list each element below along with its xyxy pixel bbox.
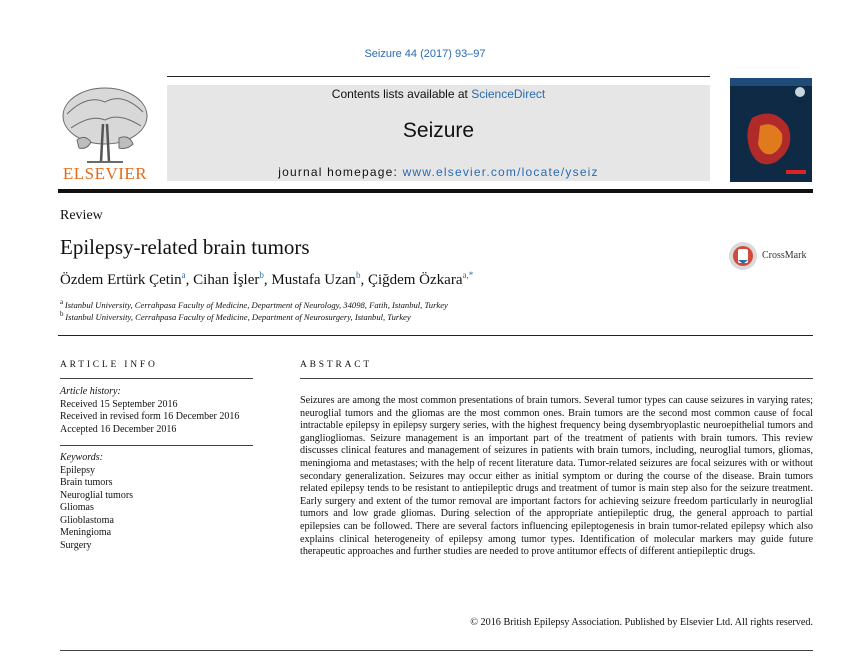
article-history: [60, 386, 239, 436]
article-info-rule: [60, 378, 253, 379]
keywords-list: [60, 452, 133, 552]
abstract-bottom-rule: [60, 650, 813, 651]
keyword-item: Neuroglial tumors: [60, 489, 134, 501]
author-separator: ,: [360, 272, 368, 288]
journal-name: Seizure: [402, 119, 475, 142]
author-separator: ,: [263, 272, 272, 288]
history-revised: Received in revised form 16 December 2016: [60, 411, 240, 422]
author-name[interactable]: Özdem Ertürk Çetin: [60, 272, 182, 288]
keyword-item: Meningioma: [60, 527, 112, 538]
author-name[interactable]: Çiğdem Özkara: [367, 272, 463, 288]
affiliation-marker: a: [60, 298, 64, 306]
contents-prefix: Contents lists available at: [331, 87, 472, 101]
journal-masthead: [167, 85, 710, 181]
cover-artwork: [730, 78, 812, 182]
author-affiliation-marker[interactable]: a: [181, 270, 186, 280]
history-accepted: Accepted 16 December 2016: [60, 423, 177, 435]
header-bottom-rule: [58, 189, 813, 193]
homepage-link[interactable]: www.elsevier.com/locate/yseiz: [402, 165, 599, 179]
sciencedirect-link[interactable]: ScienceDirect: [471, 87, 546, 101]
journal-citation[interactable]: [0, 48, 850, 60]
crossmark-label[interactable]: CrossMark: [762, 250, 807, 261]
author-affiliation-marker[interactable]: a,*: [462, 270, 474, 280]
affiliation-b: [60, 310, 411, 322]
article-info-heading: ARTICLE INFO: [60, 360, 158, 370]
author-name[interactable]: Mustafa Uzan: [271, 272, 356, 288]
title-block-rule: [58, 335, 813, 336]
abstract-rule: [300, 378, 813, 379]
author-list: [60, 270, 473, 289]
keyword-item: Gliomas: [60, 502, 94, 513]
journal-cover-image[interactable]: [730, 78, 812, 182]
author-affiliation-marker[interactable]: b: [355, 270, 361, 280]
homepage-prefix: journal homepage:: [278, 165, 403, 179]
affiliation-marker: b: [60, 310, 64, 318]
elsevier-wordmark: ELSEVIER: [62, 164, 148, 183]
abstract-text: Seizures are among the most common presentations of brain tumors. Several tumor types can cause seizures in varying rates; neuroglial tumors and the gliomas are the most common ones. Brain tumors are the second most common cause of focal intractable epilepsy in epilepsy surgery series, with the highest frequency being dysembryoplastic neuroepithelial tumors and gangliogliomas. Seizure management is an important part of the treatment of patients with brain tumors. This review discusses clinical features and management of seizures in patients with brain tumors, including, neuroglial tumors, gliomas, meningioma and metastases; with the help of recent literature data. Tumor-related seizures are focal seizures with or without secondary generalization. Seizures may occur either as initial symptom or during the course of the disease. Brain tumors related epilepsy tends to be resistant to antiepileptic drugs and treatment of tumor is main step also for the seizure treatment. Early surgery and extent of the tumor removal are important factors for achieving seizure freedom particularly in neuroglial tumors and low grade gliomas. During selection of the appropriate antiepileptic drug, the general approach to partial epilepsies can be followed. There are several factors influencing epileptogenesis in brain tumor-related epilepsy which also explains clinical heterogeneity of epilepsy among tumor types. Identification of molecular markers may guide future therapeutic approaches and further studies are needed to prove antitumor effects of different antiepileptic drugs.: [300, 395, 813, 558]
author-affiliation-marker[interactable]: b: [259, 270, 264, 280]
affiliation-a: [60, 298, 448, 310]
author-name[interactable]: Cihan İşler: [193, 272, 260, 288]
affiliation-text: Istanbul University, Cerrahpasa Faculty of Medicine, Department of Neurosurgery, Istanbul, Turkey: [65, 311, 411, 322]
abstract-heading: ABSTRACT: [300, 360, 373, 370]
keyword-item: Glioblastoma: [60, 514, 114, 526]
keyword-item: Surgery: [60, 539, 92, 551]
citation-text[interactable]: Seizure 44 (2017) 93–97: [364, 48, 486, 60]
history-label: Article history:: [60, 386, 121, 397]
journal-homepage: [167, 165, 710, 179]
article-type: Review: [60, 208, 103, 223]
header-top-rule: [167, 76, 710, 77]
contents-availability: [167, 87, 710, 101]
author-separator: ,: [185, 272, 194, 288]
history-received: Received 15 September 2016: [60, 398, 178, 410]
keyword-item: Epilepsy: [60, 464, 95, 476]
copyright-notice: © 2016 British Epilepsy Association. Published by Elsevier Ltd. All rights reserved.: [470, 617, 813, 628]
history-rule: [60, 445, 253, 446]
article-title: Epilepsy-related brain tumors: [60, 235, 310, 259]
keywords-label: Keywords:: [60, 452, 103, 463]
keyword-item: Brain tumors: [60, 477, 113, 488]
affiliation-text: Istanbul University, Cerrahpasa Faculty of Medicine, Department of Neurology, 34098, Fatih, Istanbul, Turkey: [64, 299, 448, 310]
